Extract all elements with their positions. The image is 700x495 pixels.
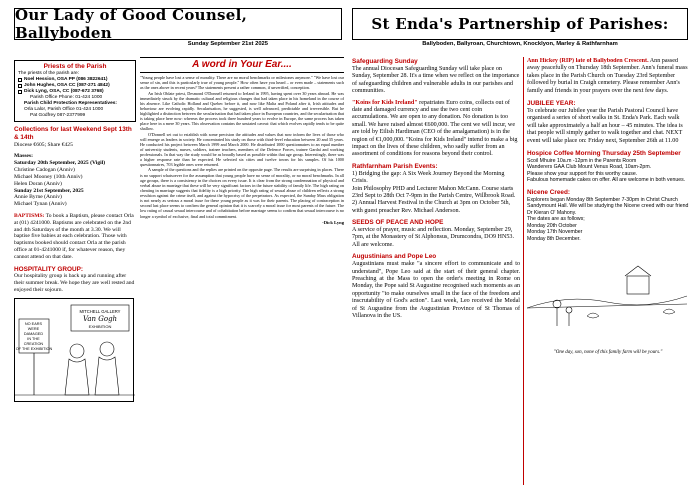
rathfarnham-title: Rathfarnham Parish Events: (352, 162, 438, 170)
rathfarnham-line-1: 1) Bridging the gap: A Six Week Journey Beyond the Morning Crisis. (352, 170, 505, 185)
augustinians-title: Augustinians and Pope Leo (352, 253, 437, 261)
partnership-title: St Enda's Partnership of Parishes: (371, 15, 669, 33)
hospitality-text: Our hospitality group is back up and running after their summer break. We hope they are well rested and enjoyed their sojourn. (14, 273, 135, 294)
left-column-2 (140, 57, 344, 493)
essay-paragraph-3: O'Donnell set out to establish with some precision the attitudes and values that now inform the lives of those who will emerge as leaders in society. He concentrated his study on those with third-level education between 20 and 35 years. He conducted his project between March 1999 and March 2000. He distributed 1000 questionnaires to an equal number of university students, nurses, soldiers, trainee teachers, members of the Defence Forces, trainee Gardaí and working professionals. In that way the study would be as broadly based as possible within that age group. Interestingly, there was a higher response rate than he expected. He selected six cities and twelve towns for his samples. Of his 1000 questionnaires, 703 legible ones were returned. (140, 131, 344, 168)
ann-title: Ann Hickey (RIP) late of Ballyboden Crescent. (527, 58, 649, 64)
nicene-date-1: Monday 20th October (527, 222, 577, 229)
protection-rep-2: Pat Godfrey 087-2377999 (30, 113, 86, 119)
baptisms-title: BAPTISMS: (14, 212, 45, 219)
priests-intro: The priests of the parish are: (18, 71, 80, 77)
safeguarding-title: Safeguarding Sunday (352, 58, 418, 65)
parish-office-phone: Parish Office Phone: 01-424 1000 (30, 95, 103, 101)
right-page (352, 8, 688, 47)
masses-sun-1: Annie Byrne (Anniv) (14, 194, 62, 201)
masses-sat-2: Michael Mooney (10th Anniv) (14, 173, 83, 180)
left-masthead (14, 8, 342, 40)
essay-paragraph-1: "Young people have lost a sense of morality. There are no moral benchmarks or milestones anymore." "We have lost our sense of sin, and this is particularly true of young people." How often have you heard – or even made – statements such as the ones above in recent years? The statements present a rather common, if unverified, conception. (140, 75, 344, 91)
masses-sat-1: Christine Cadogan (Anniv) (14, 167, 75, 174)
hospice-line-3: Please show your support for this worthy cause. (527, 170, 638, 177)
cartoon-van-gogh: Van Gogh (82, 314, 118, 323)
jubilee-text: To celebrate our Jubilee year the Parish Pastoral Council have organised a series of short walks in St. Enda's Park. Each walk will take approximately a half an hour – 45 minutes. The idea is that people will simply gather to walk together and chat. NEXT event will take place on: Friday next, September 26th at 11.00 (527, 107, 683, 144)
jubilee-title: JUBILEE YEAR: (527, 100, 576, 108)
collections-text: Diocese €605; Share €425 (14, 141, 73, 148)
protection-title: Parish Child Protection Representatives: (24, 101, 118, 107)
essay-paragraph-4: A sample of the questions and the replies are printed on the opposite page. The results are surprising in places. There is no support whatsoever for the assumption that young people have no sense of morality, or no moral benchmarks. In all age groups, there is a consistency in the choices on every issue. It is clear from the strong condemnation of physical and verbal abuse in marriage that these will be very significant factors in the future stability of family life. The high rating on cheating in marriage suggests that fidelity is a high priority. The high rating of sexual abuse of children reflects a strong revulsion against the crime itself, and against the hypocrisy of the perpetrators. As expected, the Sunday Mass obligation is not nearly as serious a moral issue for these young people as it was for their parents. The placing of contraception in second last place seems to confirm the general opinion that it is scarcely a moral issue for most parents of the future. The low rating of casual sexual intercourse and of cohabitation before marriage seems to confirm that sexual intercourse is no longer a symbol of exclusive, final and total commitment. (140, 167, 344, 219)
cartoon-sign-text: NO EARS WERE DAMAGED IN THE CREATION OF THE EXHIBITION (15, 321, 53, 351)
baptisms-section (14, 213, 136, 261)
cartoon-exhibition: EXHIBITION (88, 323, 112, 329)
parish-title: Our Lady of Good Counsel, Ballyboden (15, 6, 248, 42)
right-column-1 (352, 58, 520, 493)
hospice-title: Hospice Coffee Morning Thursday 25th September (527, 150, 681, 158)
masses-sat: Saturday 20th September, 2025 (Vigil) (14, 160, 106, 167)
nicene-date-2: Monday 17th November (527, 229, 583, 236)
baptisms-text: To book a Baptism, please contact Orla at (01) 4241000. Baptisms are celebrated on the 2nd and 4th Saturdays of the month at 3.30. We will baptise five babies at each celebration. Those with baptisms booked should contact Orla at the parish office at 01-4241000 if, for whatever reason, they cannot attend on that date. (14, 212, 134, 260)
koins-title: "Koins for Kids Ireland" (352, 99, 418, 106)
nicene-text: Explorers began Monday 8th September 7-30pm in Christ Church Sandymount Hall. We will be studying the Nicene creed with our friend Dr Kieran O' Mahony. (527, 196, 689, 216)
ann-section (527, 58, 689, 95)
seeds-title: SEEDS OF PEACE AND HOPE (352, 219, 444, 227)
priests-title: Priests of the Parish (43, 63, 107, 70)
column-divider (523, 57, 524, 485)
masses-sat-3: Helen Doran (Anniv) (14, 180, 62, 187)
priest-1: Noel Hession, OSA PP (086 3822641) (24, 77, 108, 83)
checkbox-icon (18, 84, 22, 88)
safeguarding-text: The annual Diocesan Safeguarding Sunday will take place on Sunday, September 28. It's a time when we reflect on the importance of safeguarding children and vulnerable adults in our parishes and communities. (352, 65, 520, 95)
priest-3: Dick Lyng, OSA, CC (087-672 3768) (24, 89, 104, 95)
essay-title: A word in Your Ear.... (140, 57, 344, 73)
checkbox-icon (18, 90, 22, 94)
cartoon (14, 298, 134, 402)
nicene-dates-title: The dates are as follows; (527, 216, 585, 223)
left-column-1 (14, 60, 136, 490)
priests-box (14, 60, 136, 122)
collections-title: Collections for last Weekend Sept 13th & 14th (14, 126, 132, 141)
newsletter-date: Sunday September 21st 2025 (187, 41, 268, 47)
essay-paragraph-2: An Irish Oblate priest, Desmond O'Donnell returned to Ireland in 1995, having spent over 30 years abroad. He was immediately struck by the dramatic cultural and religious changes that had taken place in his homeland in the course of his absence. Like Catholic Holland and Quebec before it, and now like Malta and Poland after it, Irish attitudes and behaviour are evolving rapidly. Secularisation, he suggested, is well advanced, predictable and irreversible. But he highlighted a distinction between the secularisation that had taken place in European countries, and the secularisation that is taking place here now: whereas the process took three hundred years to evolve in Europe, the same process has taken place here in a mere 30 years. This observation contains the unstated caveat: that which evolves rapidly tends to be quite shallow. (140, 90, 344, 132)
augustinians-text: Augustinians must make "a sincere effort to communicate and to understand", Pope Leo said at the start of their general chapter. Preaching at the Mass to open the order's meeting in Rome on Monday, the Pope said St Augustine recognised such moments as an opportunity "to make ourselves small in the face of the freedom and inscrutability of God's action". Last week, Leo received the Medal of St Augustine from the Augustinian Province of St Thomas of Villanova in the US. (352, 261, 520, 320)
right-masthead (352, 8, 688, 40)
hospice-line-2: Wanderers GAA Club Mount Venus Road, 10am-2pm. (527, 164, 652, 171)
farm-drawing (527, 246, 687, 346)
koins-text: repatriates Euro coins, collects out of date and damaged currency and use the two cent coin accumulations. We are open to any donation. No donation is too small. We have raised almost €600,000. The cent we will incur, we are told by Eilish Hardiman (CEO of the amalgamation) is in the region of €1,000,000. "Koins for Kids Ireland" intend to make a big impact on the lives of these children, who sadly suffer from an assortment of conditions for reasons beyond their control. (352, 99, 518, 158)
seeds-text: A service of prayer, music and reflection. Monday, September 29, 7pm, at the Monastery of St Alphonsus, Drumcondra, DO9 HN53. All are welcome. (352, 227, 514, 248)
checkbox-icon (18, 78, 22, 82)
cartoon-gallery-name: MITCHELL GALLERY (79, 308, 121, 314)
hospice-line-4: Fabulous homemade cakes on offer. All are welcome in both venues. (527, 177, 686, 184)
cartoon-drawing (15, 299, 135, 403)
rathfarnham-line-2: Join Philosophy PHD and Lecturer Mahon McCann. Course starts 23rd Sept to 28th Oct 7-9pm in the Parish Centre, Willbrook Road. (352, 185, 516, 199)
koins-section (352, 100, 520, 159)
hospitality-title: HOSPITALITY GROUP: (14, 265, 83, 273)
farm-caption: "One day, son, none of this family farm will be yours." (553, 349, 663, 355)
partnership-subtitle: Ballyboden, Ballyroan, Churchtown, Knocklyon, Marley & Rathfarnham (422, 41, 618, 47)
nicene-title: Nicene Creed: (527, 188, 570, 196)
masses-title: Masses: (14, 153, 33, 160)
essay-signoff: -Dick Lyng (322, 219, 344, 225)
hospice-line-1: Scoil Mhuire 10a.m -12pm in the Parents Room (527, 157, 637, 164)
family-cartoon (527, 246, 689, 356)
left-page (14, 8, 342, 47)
right-column-2 (527, 58, 689, 493)
protection-rep-1: Orla Lalor, Parish Office 01-424 1000 (24, 107, 104, 113)
nicene-date-3: Monday 8th December. (527, 235, 581, 242)
rathfarnham-line-3: 2) Annual Harvest Festival in the Church at 3pm on October 5th, with guest preacher Rev. Michael Anderson. (352, 200, 511, 214)
masses-sun-2: Michael Tynan (Anniv) (14, 201, 67, 208)
masses-sun: Sunday 21st September, 2025 (14, 187, 84, 194)
ann-text: Ann passed away peacefully on Thursday 18th September. Ann's funeral mass takes place in the Parish Church on Tuesday 23rd September followed by burial in Craigh cemetery. Please remember Ann's family and friends in your prayers over the next few days. (527, 58, 688, 94)
priest-2: John Hughes, OSA CC (087-271 4842) (24, 83, 110, 89)
